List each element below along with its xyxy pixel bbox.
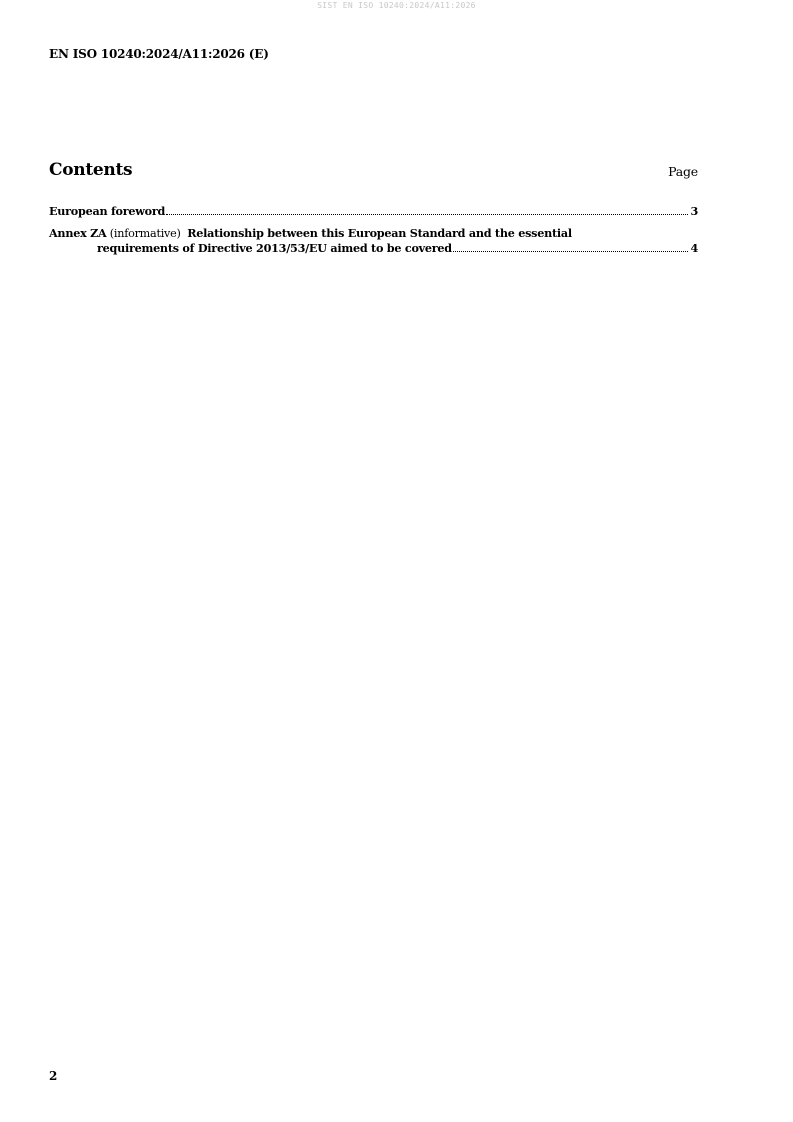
toc-entry-annex-za[interactable]: [49, 226, 698, 255]
toc-entry-page: 3: [690, 204, 698, 218]
page-column-label: Page: [668, 164, 698, 179]
page-number: 2: [49, 1069, 58, 1083]
toc-leader-dots: [453, 251, 689, 252]
annex-qualifier: (informative): [109, 227, 181, 240]
toc-leader-dots: [166, 214, 688, 215]
contents-header: [49, 160, 698, 184]
annex-title-line2[interactable]: requirements of Directive 2013/53/EU aimed to be covered: [97, 241, 452, 255]
annex-title-line1[interactable]: Relationship between this European Standard and the essential: [187, 226, 572, 240]
document-watermark: SIST EN ISO 10240:2024/A11:2026: [317, 1, 476, 10]
toc-annex-second-line: [49, 241, 698, 255]
toc-entry-page: 4: [690, 241, 698, 255]
toc-annex-first-line: [49, 226, 698, 241]
toc-entry-european-foreword[interactable]: [49, 204, 698, 218]
table-of-contents: [49, 204, 698, 263]
contents-title: Contents: [49, 160, 133, 180]
annex-prefix[interactable]: Annex ZA: [49, 226, 107, 240]
toc-entry-label[interactable]: European foreword: [49, 204, 166, 218]
document-identifier: EN ISO 10240:2024/A11:2026 (E): [49, 47, 269, 61]
